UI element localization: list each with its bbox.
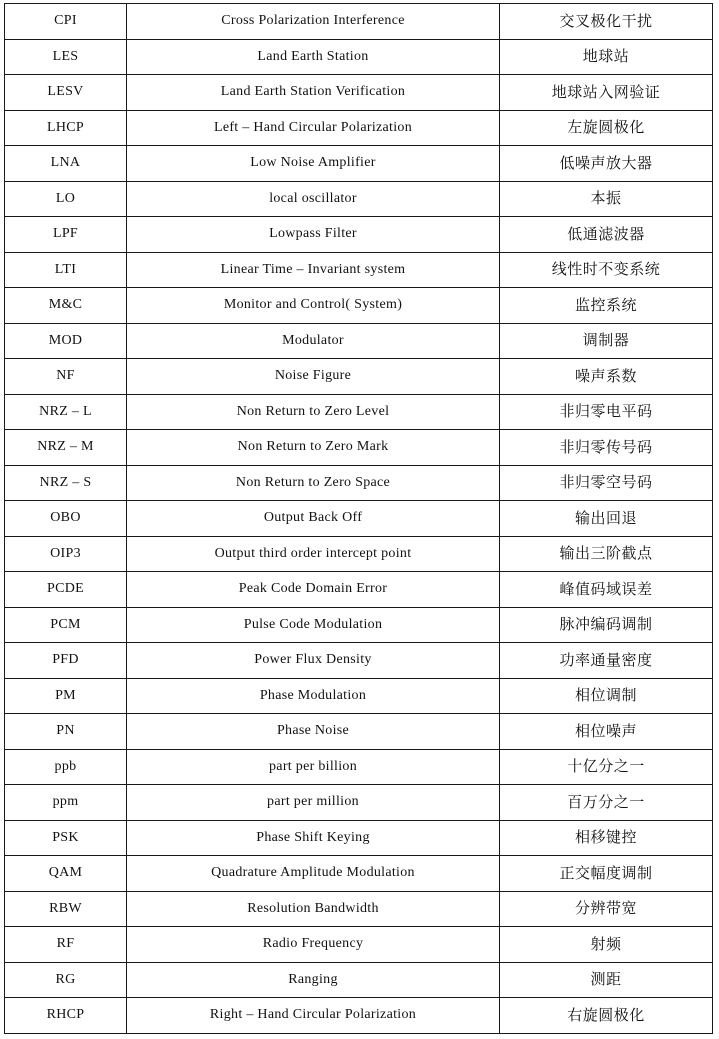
table-row — [5, 749, 713, 785]
english-term-cell: Output third order intercept point — [127, 536, 500, 572]
table-row — [5, 785, 713, 821]
table-row — [5, 465, 713, 501]
chinese-term-cell: 功率通量密度 — [500, 643, 713, 679]
abbreviation-cell: RBW — [5, 891, 127, 927]
abbreviation-cell: LESV — [5, 75, 127, 111]
table-row — [5, 962, 713, 998]
english-term-cell: Low Noise Amplifier — [127, 146, 500, 182]
english-term-cell: Linear Time – Invariant system — [127, 252, 500, 288]
table-row — [5, 536, 713, 572]
abbreviation-cell: NRZ – L — [5, 394, 127, 430]
english-term-cell: Power Flux Density — [127, 643, 500, 679]
table-row — [5, 998, 713, 1034]
abbreviation-cell: PCDE — [5, 572, 127, 608]
table-row — [5, 39, 713, 75]
abbreviation-cell: M&C — [5, 288, 127, 324]
abbreviation-cell: MOD — [5, 323, 127, 359]
chinese-term-cell: 脉冲编码调制 — [500, 607, 713, 643]
table-row — [5, 820, 713, 856]
abbreviation-cell: CPI — [5, 4, 127, 40]
table-row — [5, 607, 713, 643]
abbreviation-cell: PSK — [5, 820, 127, 856]
table-row — [5, 501, 713, 537]
chinese-term-cell: 监控系统 — [500, 288, 713, 324]
chinese-term-cell: 线性时不变系统 — [500, 252, 713, 288]
english-term-cell: Ranging — [127, 962, 500, 998]
abbreviation-cell: PN — [5, 714, 127, 750]
table-row — [5, 323, 713, 359]
table-row — [5, 394, 713, 430]
english-term-cell: Non Return to Zero Mark — [127, 430, 500, 466]
glossary-table — [4, 3, 713, 1034]
english-term-cell: part per billion — [127, 749, 500, 785]
table-row — [5, 4, 713, 40]
table-row — [5, 359, 713, 395]
table-row — [5, 678, 713, 714]
abbreviation-cell: ppb — [5, 749, 127, 785]
table-row — [5, 146, 713, 182]
abbreviation-cell: LES — [5, 39, 127, 75]
english-term-cell: Left – Hand Circular Polarization — [127, 110, 500, 146]
table-row — [5, 430, 713, 466]
abbreviation-cell: NRZ – M — [5, 430, 127, 466]
english-term-cell: Resolution Bandwidth — [127, 891, 500, 927]
abbreviation-cell: LNA — [5, 146, 127, 182]
english-term-cell: Cross Polarization Interference — [127, 4, 500, 40]
chinese-term-cell: 非归零传号码 — [500, 430, 713, 466]
abbreviation-cell: QAM — [5, 856, 127, 892]
english-term-cell: Pulse Code Modulation — [127, 607, 500, 643]
english-term-cell: Peak Code Domain Error — [127, 572, 500, 608]
english-term-cell: Lowpass Filter — [127, 217, 500, 253]
table-row — [5, 572, 713, 608]
chinese-term-cell: 非归零空号码 — [500, 465, 713, 501]
table-row — [5, 288, 713, 324]
chinese-term-cell: 百万分之一 — [500, 785, 713, 821]
chinese-term-cell: 左旋圆极化 — [500, 110, 713, 146]
table-row — [5, 856, 713, 892]
abbreviation-cell: RG — [5, 962, 127, 998]
chinese-term-cell: 低通滤波器 — [500, 217, 713, 253]
english-term-cell: Phase Modulation — [127, 678, 500, 714]
english-term-cell: Land Earth Station — [127, 39, 500, 75]
abbreviation-cell: ppm — [5, 785, 127, 821]
chinese-term-cell: 相移键控 — [500, 820, 713, 856]
table-row — [5, 110, 713, 146]
english-term-cell: Monitor and Control( System) — [127, 288, 500, 324]
table-row — [5, 927, 713, 963]
english-term-cell: part per million — [127, 785, 500, 821]
english-term-cell: Output Back Off — [127, 501, 500, 537]
abbreviation-cell: LPF — [5, 217, 127, 253]
table-row — [5, 217, 713, 253]
abbreviation-cell: PCM — [5, 607, 127, 643]
table-row — [5, 714, 713, 750]
chinese-term-cell: 峰值码域误差 — [500, 572, 713, 608]
abbreviation-cell: LHCP — [5, 110, 127, 146]
chinese-term-cell: 测距 — [500, 962, 713, 998]
chinese-term-cell: 十亿分之一 — [500, 749, 713, 785]
english-term-cell: Non Return to Zero Space — [127, 465, 500, 501]
chinese-term-cell: 噪声系数 — [500, 359, 713, 395]
chinese-term-cell: 正交幅度调制 — [500, 856, 713, 892]
chinese-term-cell: 输出回退 — [500, 501, 713, 537]
table-row — [5, 643, 713, 679]
chinese-term-cell: 本振 — [500, 181, 713, 217]
chinese-term-cell: 地球站入网验证 — [500, 75, 713, 111]
abbreviation-cell: NRZ – S — [5, 465, 127, 501]
chinese-term-cell: 输出三阶截点 — [500, 536, 713, 572]
english-term-cell: Land Earth Station Verification — [127, 75, 500, 111]
table-row — [5, 181, 713, 217]
english-term-cell: Quadrature Amplitude Modulation — [127, 856, 500, 892]
chinese-term-cell: 调制器 — [500, 323, 713, 359]
glossary-body — [5, 4, 713, 1034]
table-row — [5, 891, 713, 927]
table-row — [5, 252, 713, 288]
abbreviation-cell: OBO — [5, 501, 127, 537]
abbreviation-cell: OIP3 — [5, 536, 127, 572]
abbreviation-cell: LO — [5, 181, 127, 217]
abbreviation-cell: RHCP — [5, 998, 127, 1034]
table-row — [5, 75, 713, 111]
english-term-cell: Radio Frequency — [127, 927, 500, 963]
abbreviation-cell: LTI — [5, 252, 127, 288]
chinese-term-cell: 地球站 — [500, 39, 713, 75]
english-term-cell: Noise Figure — [127, 359, 500, 395]
english-term-cell: Phase Shift Keying — [127, 820, 500, 856]
chinese-term-cell: 分辨带宽 — [500, 891, 713, 927]
chinese-term-cell: 非归零电平码 — [500, 394, 713, 430]
chinese-term-cell: 低噪声放大器 — [500, 146, 713, 182]
english-term-cell: local oscillator — [127, 181, 500, 217]
chinese-term-cell: 射频 — [500, 927, 713, 963]
chinese-term-cell: 相位调制 — [500, 678, 713, 714]
abbreviation-cell: PM — [5, 678, 127, 714]
abbreviation-cell: PFD — [5, 643, 127, 679]
abbreviation-cell: RF — [5, 927, 127, 963]
english-term-cell: Phase Noise — [127, 714, 500, 750]
english-term-cell: Modulator — [127, 323, 500, 359]
chinese-term-cell: 交叉极化干扰 — [500, 4, 713, 40]
chinese-term-cell: 右旋圆极化 — [500, 998, 713, 1034]
abbreviation-cell: NF — [5, 359, 127, 395]
chinese-term-cell: 相位噪声 — [500, 714, 713, 750]
english-term-cell: Non Return to Zero Level — [127, 394, 500, 430]
english-term-cell: Right – Hand Circular Polarization — [127, 998, 500, 1034]
